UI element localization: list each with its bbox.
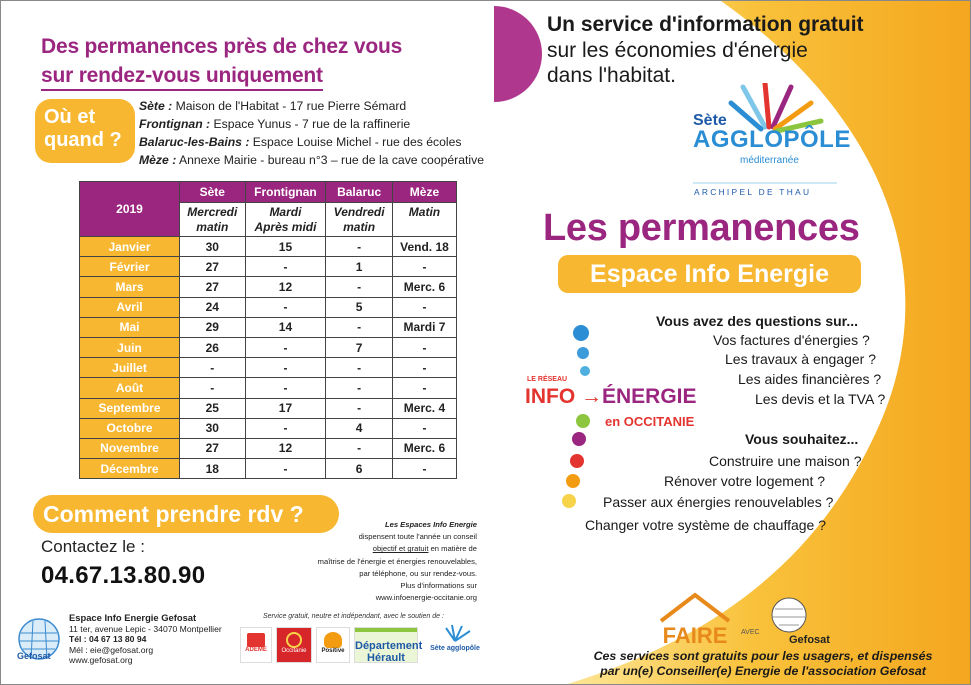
value-cell: - [245,418,326,438]
town-header: Sète [180,182,246,203]
table-header-row [80,182,457,203]
value-cell: 4 [326,418,393,438]
eie-note-line: objectif et gratuit en matière de [372,544,477,554]
phone-number[interactable]: 04.67.13.80.90 [41,562,206,589]
month-cell: Mai [80,317,180,337]
value-cell: 27 [180,257,246,277]
service-subtitle-line: dans l'habitat. [547,64,676,87]
value-cell: 12 [245,438,326,458]
table-row [80,337,457,357]
month-cell: Octobre [80,418,180,438]
table-row [80,237,457,257]
eie-note-line: maîtrise de l'énergie et énergies renouvelables, [317,556,477,566]
value-cell: Merc. 4 [392,398,456,418]
slot-cell: Vendredi matin [326,203,393,237]
value-cell: - [326,237,393,257]
value-cell: Merc. 6 [392,277,456,297]
schedule-body [80,237,457,479]
permanences-heading: Des permanences près de chez vous [41,35,403,58]
value-cell: - [392,257,456,277]
value-cell: - [245,257,326,277]
question-item: Les travaux à engager ? [725,351,876,367]
table-row [80,317,457,337]
gefosat-web[interactable]: www.gefosat.org [69,655,133,666]
month-cell: Décembre [80,459,180,479]
partner-logo-occitanie: Occitanie [276,627,312,663]
gefosat-address: 11 ter, avenue Lepic - 34070 Montpellier [69,623,222,634]
value-cell: - [392,297,456,317]
free-note-line: Ces services sont gratuits pour les usagers, et dispensés [593,649,933,663]
schedule-table [79,181,457,479]
address-item: Sète : Maison de l'Habitat - 17 rue Pierre Sémard [139,99,407,113]
faire-word: FAIRE [662,623,728,648]
wish-item: Rénover votre logement ? [664,473,826,489]
partners-caption: Service gratuit, neutre et indépendant, avec le soutien de : [263,613,444,620]
value-cell: - [245,358,326,378]
value-cell: - [245,337,326,357]
gefosat-word: Gefosat [789,634,830,646]
permanences-title: Les permanences [543,207,860,249]
partner-logos [238,623,490,665]
agglo-name: AGGLOPÔLE [693,126,851,153]
value-cell: 29 [180,317,246,337]
address-item: Mèze : Annexe Mairie - bureau n°3 – rue de la cave coopérative [139,153,484,167]
question-item: Vos factures d'énergies ? [713,332,870,348]
value-cell: 18 [180,459,246,479]
value-cell: - [245,378,326,398]
value-cell: - [392,459,456,479]
partner-logo-herault: Département Hérault [354,627,418,663]
month-cell: Juin [80,337,180,357]
reseau-dots-icons [561,321,601,521]
table-row [80,378,457,398]
value-cell: - [326,317,393,337]
free-note-line: par un(e) Conseiller(e) Energie de l'association Gefosat [600,664,926,678]
month-cell: Août [80,378,180,398]
partner-logo-ademe: ADEME [240,627,272,663]
value-cell: 15 [245,237,326,257]
question-item: Les aides financières ? [738,371,882,387]
reseau-label: LE RÉSEAU [527,376,568,383]
value-cell: 14 [245,317,326,337]
value-cell: 30 [180,418,246,438]
value-cell: 1 [326,257,393,277]
ou-line1: Où et [44,106,96,128]
month-cell: Février [80,257,180,277]
town-header: Balaruc [326,182,393,203]
value-cell: 27 [180,277,246,297]
rendezvous-heading: sur rendez-vous uniquement [41,63,323,91]
partner-logo-agglopole: Sète agglopôle [422,623,488,663]
gefosat-mail[interactable]: Mél : eie@gefosat.org [69,644,154,655]
value-cell: Merc. 6 [392,438,456,458]
town-header: Frontignan [245,182,326,203]
table-row [80,257,457,277]
table-row [80,277,457,297]
agglo-mediterranee: méditerranée [740,155,799,166]
value-cell: - [326,398,393,418]
eie-note-link[interactable]: www.infoenergie-occitanie.org [375,593,477,603]
month-cell: Janvier [80,237,180,257]
service-subtitle-line: sur les économies d'énergie [547,39,808,62]
faire-house-logo [655,591,735,651]
eie-note-line: dispensent toute l'année un conseil [358,532,477,542]
eie-note-line: Plus d'informations sur [400,581,477,591]
value-cell: 5 [326,297,393,317]
service-title: Un service d'information gratuit [547,13,864,36]
month-cell: Mars [80,277,180,297]
value-cell: 25 [180,398,246,418]
value-cell: - [392,358,456,378]
table-row [80,418,457,438]
service-subtitle [547,38,808,88]
ou-line2: quand ? [44,129,122,151]
value-cell: 6 [326,459,393,479]
month-cell: Novembre [80,438,180,458]
value-cell: Mardi 7 [392,317,456,337]
table-row [80,438,457,458]
avec-label: AVEC [741,629,760,636]
ou-et-quand-badge [35,99,135,163]
value-cell: - [245,297,326,317]
year-cell: 2019 [80,182,180,237]
agglo-archipel: ARCHIPEL DE THAU [694,187,812,197]
value-cell: - [180,358,246,378]
rdv-badge: Comment prendre rdv ? [33,495,339,533]
eie-note-line: par téléphone, ou sur rendez-vous. [359,568,477,578]
value-cell: 17 [245,398,326,418]
value-cell: - [245,459,326,479]
value-cell: 12 [245,277,326,297]
value-cell: 7 [326,337,393,357]
wish-item: Passer aux énergies renouvelables ? [603,494,834,510]
slot-cell: Matin [392,203,456,237]
value-cell: - [392,337,456,357]
address-list [139,97,484,169]
slot-cell: Mercredi matin [180,203,246,237]
gefosat-tel[interactable]: Tél : 04 67 13 80 94 [69,634,147,645]
month-cell: Avril [80,297,180,317]
free-service-note [593,649,933,679]
partner-logo-positive: Positive [316,627,350,663]
table-row [80,358,457,378]
wishes-heading: Vous souhaitez... [745,431,859,447]
occitanie-word: en OCCITANIE [605,414,695,429]
energie-word: ÉNERGIE [602,385,697,408]
wish-item: Construire une maison ? [709,453,862,469]
wish-item: Changer votre système de chauffage ? [585,517,827,533]
value-cell: 30 [180,237,246,257]
value-cell: - [392,418,456,438]
question-item: Les devis et la TVA ? [755,391,886,407]
address-item: Frontignan : Espace Yunus - 7 rue de la raffinerie [139,117,411,131]
slot-cell: Mardi Après midi [245,203,326,237]
value-cell: - [326,277,393,297]
value-cell: 26 [180,337,246,357]
gefosat-contact [69,613,222,666]
table-row [80,297,457,317]
value-cell: 27 [180,438,246,458]
town-header: Mèze [392,182,456,203]
value-cell: - [326,358,393,378]
table-row [80,398,457,418]
table-row [80,459,457,479]
gefosat-name: Espace Info Energie Gefosat [69,612,197,623]
value-cell: Vend. 18 [392,237,456,257]
value-cell: 24 [180,297,246,317]
eie-note-title: Les Espaces Info Energie [384,520,477,529]
value-cell: - [180,378,246,398]
value-cell: - [326,438,393,458]
info-word: INFO → [525,385,603,408]
address-item: Balaruc-les-Bains : Espace Louise Michel - rue des écoles [139,135,462,149]
value-cell: - [392,378,456,398]
agglopole-small-icon [422,623,488,643]
month-cell: Juillet [80,358,180,378]
gefosat-logo-icon [759,595,819,635]
value-cell: - [326,378,393,398]
gefosat-logo-word: Gefosat [17,651,51,661]
questions-heading: Vous avez des questions sur... [656,313,859,329]
eie-note [301,519,477,604]
month-cell: Septembre [80,398,180,418]
contact-label: Contactez le : [41,537,145,556]
espace-info-energie-pill: Espace Info Energie [558,255,861,293]
agglo-sete: Sète [693,112,727,129]
arrow-icon: → [581,385,603,408]
